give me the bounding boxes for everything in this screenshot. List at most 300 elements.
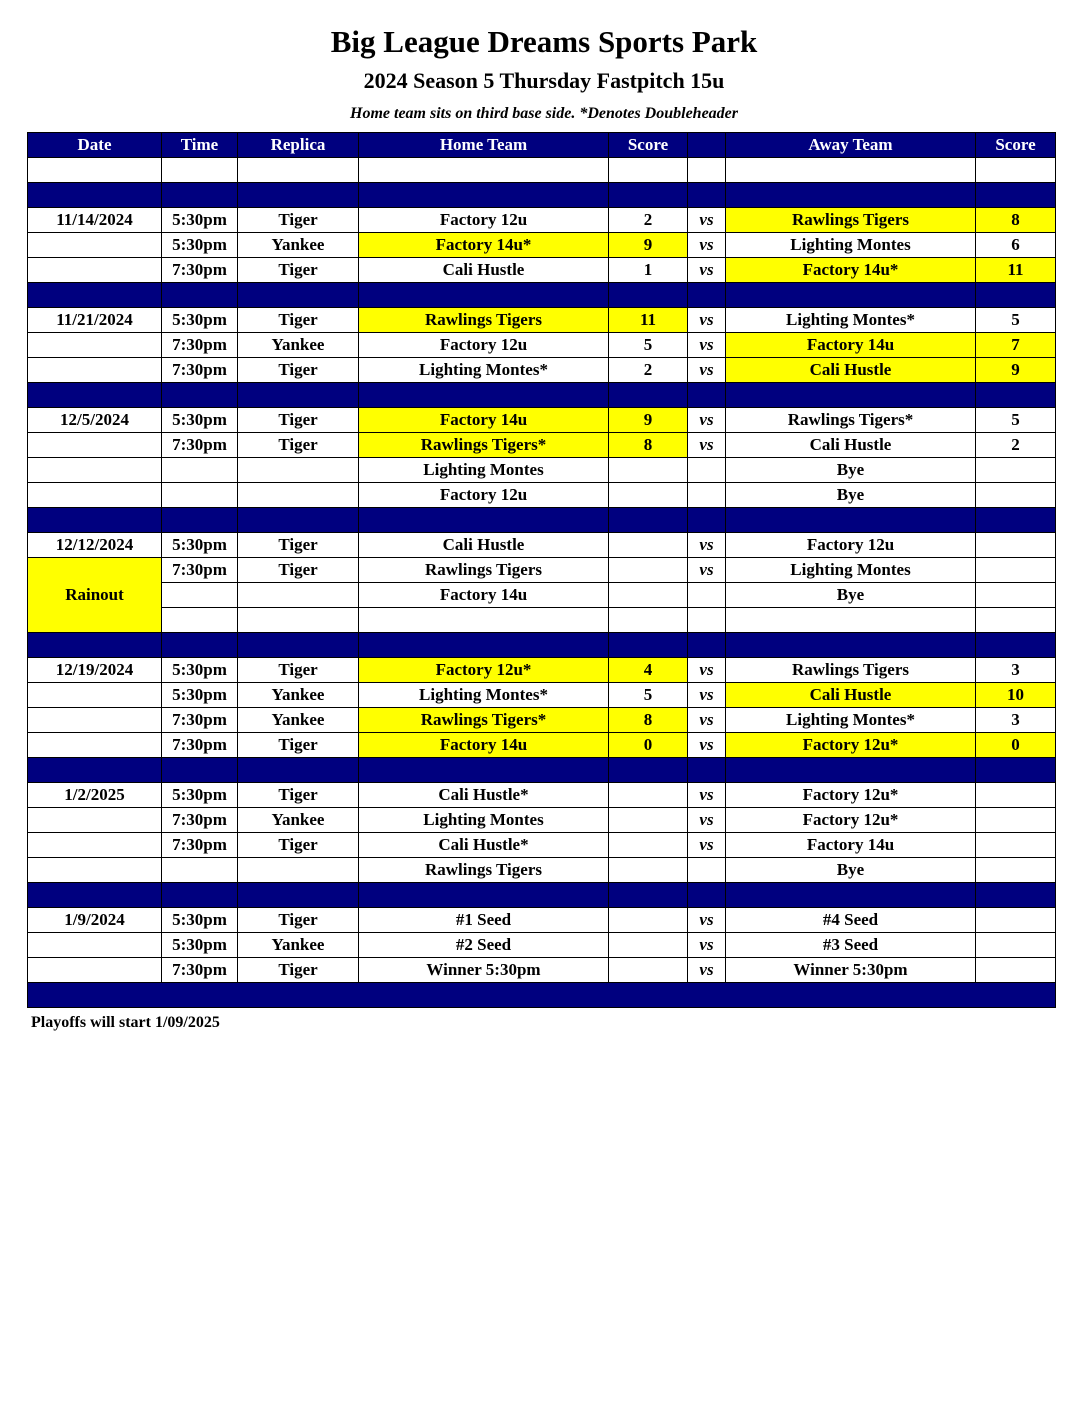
spacer-cell: [162, 633, 238, 658]
table-row: [28, 333, 1056, 358]
col-header-vs: [688, 133, 726, 158]
home-team-cell: Rawlings Tigers: [359, 558, 609, 583]
away-score-cell: 6: [976, 233, 1056, 258]
vs-cell: vs: [688, 808, 726, 833]
spacer-band: [28, 983, 1056, 1008]
away-score-cell: 9: [976, 358, 1056, 383]
home-score-cell: [609, 458, 688, 483]
away-score-cell: [976, 908, 1056, 933]
spacer-cell: [162, 283, 238, 308]
away-score-cell: 3: [976, 658, 1056, 683]
table-row: [28, 658, 1056, 683]
time-cell: 5:30pm: [162, 233, 238, 258]
away-team-cell: Bye: [726, 483, 976, 508]
spacer-cell: [726, 758, 976, 783]
blank-row: [28, 158, 1056, 183]
spacer-cell: [238, 758, 359, 783]
home-score-cell: 2: [609, 208, 688, 233]
vs-cell: vs: [688, 733, 726, 758]
time-cell: 5:30pm: [162, 683, 238, 708]
date-cell: [28, 458, 162, 483]
home-team-cell: Winner 5:30pm: [359, 958, 609, 983]
time-cell: 7:30pm: [162, 833, 238, 858]
home-score-cell: [609, 808, 688, 833]
away-team-cell: Lighting Montes*: [726, 708, 976, 733]
home-team-cell: Lighting Montes*: [359, 358, 609, 383]
vs-cell: vs: [688, 683, 726, 708]
time-cell: 5:30pm: [162, 908, 238, 933]
spacer-cell: [609, 758, 688, 783]
away-score-cell: [976, 558, 1056, 583]
away-score-cell: [976, 933, 1056, 958]
vs-cell: vs: [688, 558, 726, 583]
date-cell: [28, 933, 162, 958]
home-team-cell: Rawlings Tigers*: [359, 433, 609, 458]
table-row: [28, 233, 1056, 258]
time-cell: 7:30pm: [162, 558, 238, 583]
replica-cell: Tiger: [238, 658, 359, 683]
away-team-cell: Cali Hustle: [726, 358, 976, 383]
replica-cell: Yankee: [238, 233, 359, 258]
date-cell: [28, 708, 162, 733]
table-row: [28, 458, 1056, 483]
replica-cell: Yankee: [238, 683, 359, 708]
away-score-cell: 0: [976, 733, 1056, 758]
home-score-cell: 5: [609, 683, 688, 708]
home-team-cell: Factory 14u*: [359, 233, 609, 258]
date-cell: [28, 333, 162, 358]
away-team-cell: Factory 12u*: [726, 808, 976, 833]
replica-cell: Tiger: [238, 733, 359, 758]
replica-cell: Yankee: [238, 808, 359, 833]
spacer-row: [28, 283, 1056, 308]
spacer-row: [28, 983, 1056, 1008]
home-team-cell: Factory 12u: [359, 208, 609, 233]
away-team-cell: Lighting Montes: [726, 233, 976, 258]
spacer-cell: [359, 758, 609, 783]
home-score-cell: [609, 833, 688, 858]
time-cell: [162, 483, 238, 508]
table-header-row: [28, 133, 1056, 158]
away-score-cell: [976, 608, 1056, 633]
time-cell: 7:30pm: [162, 358, 238, 383]
spacer-cell: [238, 633, 359, 658]
home-team-cell: Cali Hustle: [359, 533, 609, 558]
col-header-date: Date: [28, 133, 162, 158]
spacer-cell: [688, 283, 726, 308]
page-title: Big League Dreams Sports Park: [330, 24, 758, 59]
table-row: [28, 708, 1056, 733]
away-team-cell: Factory 12u: [726, 533, 976, 558]
spacer-cell: [162, 883, 238, 908]
spacer-row: [28, 508, 1056, 533]
home-team-cell: Rawlings Tigers: [359, 308, 609, 333]
time-cell: [162, 583, 238, 608]
spacer-cell: [688, 508, 726, 533]
home-score-cell: 9: [609, 233, 688, 258]
schedule-body: [28, 158, 1056, 1008]
spacer-cell: [976, 883, 1056, 908]
home-team-cell: Lighting Montes: [359, 808, 609, 833]
home-team-cell: Rawlings Tigers*: [359, 708, 609, 733]
spacer-cell: [359, 633, 609, 658]
blank-cell: [28, 158, 162, 183]
vs-cell: [688, 858, 726, 883]
replica-cell: Tiger: [238, 408, 359, 433]
vs-cell: vs: [688, 933, 726, 958]
away-score-cell: [976, 858, 1056, 883]
table-row: [28, 783, 1056, 808]
time-cell: [162, 608, 238, 633]
away-team-cell: Winner 5:30pm: [726, 958, 976, 983]
spacer-cell: [238, 283, 359, 308]
replica-cell: Tiger: [238, 833, 359, 858]
table-row: [28, 808, 1056, 833]
home-team-cell: Factory 12u*: [359, 658, 609, 683]
spacer-cell: [359, 183, 609, 208]
home-score-cell: [609, 483, 688, 508]
replica-cell: Tiger: [238, 208, 359, 233]
col-header-replica: Replica: [238, 133, 359, 158]
date-cell: 1/9/2024: [28, 908, 162, 933]
replica-cell: [238, 858, 359, 883]
table-row: [28, 308, 1056, 333]
time-cell: 5:30pm: [162, 658, 238, 683]
home-team-cell: Factory 14u: [359, 583, 609, 608]
spacer-cell: [609, 508, 688, 533]
time-cell: 7:30pm: [162, 258, 238, 283]
blank-cell: [359, 158, 609, 183]
away-score-cell: 5: [976, 408, 1056, 433]
away-score-cell: 11: [976, 258, 1056, 283]
vs-cell: vs: [688, 958, 726, 983]
spacer-row: [28, 383, 1056, 408]
home-score-cell: 5: [609, 333, 688, 358]
blank-cell: [688, 158, 726, 183]
home-score-cell: [609, 533, 688, 558]
away-score-cell: [976, 583, 1056, 608]
spacer-cell: [976, 758, 1056, 783]
away-team-cell: #4 Seed: [726, 908, 976, 933]
date-cell: [28, 358, 162, 383]
away-team-cell: Bye: [726, 583, 976, 608]
away-team-cell: Lighting Montes*: [726, 308, 976, 333]
schedule-note: Home team sits on third base side. *Denotes Doubleheader: [350, 105, 738, 122]
table-row: [28, 733, 1056, 758]
table-row: [28, 958, 1056, 983]
time-cell: 5:30pm: [162, 933, 238, 958]
home-team-cell: Factory 14u: [359, 733, 609, 758]
spacer-cell: [609, 633, 688, 658]
schedule-table: [27, 132, 1056, 1008]
home-team-cell: Factory 12u: [359, 333, 609, 358]
away-team-cell: Factory 14u*: [726, 258, 976, 283]
spacer-cell: [609, 383, 688, 408]
replica-cell: [238, 608, 359, 633]
vs-cell: vs: [688, 358, 726, 383]
home-team-cell: Rawlings Tigers: [359, 858, 609, 883]
home-score-cell: 1: [609, 258, 688, 283]
time-cell: 7:30pm: [162, 708, 238, 733]
away-team-cell: Rawlings Tigers: [726, 208, 976, 233]
home-score-cell: [609, 608, 688, 633]
away-score-cell: [976, 958, 1056, 983]
away-team-cell: Bye: [726, 458, 976, 483]
spacer-row: [28, 758, 1056, 783]
away-team-cell: Factory 14u: [726, 333, 976, 358]
date-cell: [28, 483, 162, 508]
date-cell: 12/19/2024: [28, 658, 162, 683]
time-cell: 7:30pm: [162, 808, 238, 833]
replica-cell: Tiger: [238, 783, 359, 808]
away-score-cell: 8: [976, 208, 1056, 233]
table-row: [28, 683, 1056, 708]
home-team-cell: Lighting Montes*: [359, 683, 609, 708]
home-score-cell: [609, 908, 688, 933]
spacer-cell: [609, 183, 688, 208]
spacer-cell: [726, 508, 976, 533]
replica-cell: Tiger: [238, 908, 359, 933]
blank-cell: [726, 158, 976, 183]
away-team-cell: Rawlings Tigers*: [726, 408, 976, 433]
away-score-cell: 10: [976, 683, 1056, 708]
date-cell: 11/21/2024: [28, 308, 162, 333]
spacer-cell: [28, 883, 162, 908]
spacer-cell: [359, 883, 609, 908]
away-score-cell: 5: [976, 308, 1056, 333]
vs-cell: vs: [688, 408, 726, 433]
spacer-cell: [162, 183, 238, 208]
replica-cell: [238, 458, 359, 483]
time-cell: 5:30pm: [162, 783, 238, 808]
spacer-cell: [726, 633, 976, 658]
vs-cell: vs: [688, 708, 726, 733]
blank-cell: [609, 158, 688, 183]
away-score-cell: [976, 833, 1056, 858]
home-score-cell: 0: [609, 733, 688, 758]
vs-cell: vs: [688, 433, 726, 458]
spacer-cell: [28, 383, 162, 408]
away-score-cell: [976, 458, 1056, 483]
spacer-row: [28, 883, 1056, 908]
time-cell: [162, 458, 238, 483]
spacer-cell: [688, 383, 726, 408]
spacer-cell: [609, 883, 688, 908]
vs-cell: vs: [688, 908, 726, 933]
table-row: [28, 833, 1056, 858]
time-cell: 5:30pm: [162, 208, 238, 233]
home-team-cell: Factory 12u: [359, 483, 609, 508]
spacer-cell: [726, 383, 976, 408]
home-score-cell: [609, 783, 688, 808]
time-cell: 7:30pm: [162, 733, 238, 758]
date-cell: [28, 958, 162, 983]
blank-cell: [238, 158, 359, 183]
vs-cell: vs: [688, 333, 726, 358]
time-cell: 5:30pm: [162, 408, 238, 433]
replica-cell: Yankee: [238, 708, 359, 733]
spacer-cell: [238, 383, 359, 408]
home-team-cell: Cali Hustle: [359, 258, 609, 283]
home-score-cell: 2: [609, 358, 688, 383]
spacer-cell: [359, 383, 609, 408]
spacer-row: [28, 633, 1056, 658]
spacer-cell: [238, 883, 359, 908]
replica-cell: Tiger: [238, 533, 359, 558]
spacer-cell: [976, 183, 1056, 208]
spacer-row: [28, 183, 1056, 208]
home-score-cell: [609, 958, 688, 983]
col-header-time: Time: [162, 133, 238, 158]
home-team-cell: #1 Seed: [359, 908, 609, 933]
table-row: [28, 558, 1056, 583]
replica-cell: Tiger: [238, 358, 359, 383]
time-cell: [162, 858, 238, 883]
table-row: [28, 583, 1056, 608]
spacer-cell: [162, 508, 238, 533]
spacer-cell: [976, 508, 1056, 533]
date-cell: [28, 683, 162, 708]
col-header-home-team: Home Team: [359, 133, 609, 158]
home-score-cell: 8: [609, 708, 688, 733]
away-team-cell: Factory 14u: [726, 833, 976, 858]
col-header-away-score: Score: [976, 133, 1056, 158]
vs-cell: vs: [688, 783, 726, 808]
spacer-cell: [359, 283, 609, 308]
away-team-cell: Cali Hustle: [726, 433, 976, 458]
away-score-cell: 7: [976, 333, 1056, 358]
vs-cell: vs: [688, 208, 726, 233]
home-score-cell: 9: [609, 408, 688, 433]
date-cell: [28, 258, 162, 283]
away-team-cell: Bye: [726, 858, 976, 883]
away-score-cell: [976, 533, 1056, 558]
away-team-cell: Lighting Montes: [726, 558, 976, 583]
away-team-cell: Factory 12u*: [726, 783, 976, 808]
spacer-cell: [726, 883, 976, 908]
rainout-cell: Rainout: [28, 558, 162, 633]
home-team-cell: [359, 608, 609, 633]
table-row: [28, 358, 1056, 383]
home-team-cell: Cali Hustle*: [359, 833, 609, 858]
blank-cell: [976, 158, 1056, 183]
page-subtitle: 2024 Season 5 Thursday Fastpitch 15u: [363, 68, 725, 93]
vs-cell: vs: [688, 308, 726, 333]
away-team-cell: #3 Seed: [726, 933, 976, 958]
spacer-cell: [688, 758, 726, 783]
away-team-cell: Factory 12u*: [726, 733, 976, 758]
vs-cell: vs: [688, 233, 726, 258]
away-score-cell: [976, 808, 1056, 833]
vs-cell: [688, 583, 726, 608]
spacer-cell: [162, 383, 238, 408]
vs-cell: vs: [688, 258, 726, 283]
vs-cell: vs: [688, 533, 726, 558]
vs-cell: vs: [688, 833, 726, 858]
date-cell: [28, 858, 162, 883]
spacer-cell: [238, 183, 359, 208]
spacer-cell: [976, 283, 1056, 308]
col-header-home-score: Score: [609, 133, 688, 158]
date-cell: 1/2/2025: [28, 783, 162, 808]
away-team-cell: Rawlings Tigers: [726, 658, 976, 683]
away-team-cell: Cali Hustle: [726, 683, 976, 708]
col-header-away-team: Away Team: [726, 133, 976, 158]
spacer-cell: [28, 633, 162, 658]
time-cell: 7:30pm: [162, 433, 238, 458]
home-team-cell: #2 Seed: [359, 933, 609, 958]
date-cell: 12/5/2024: [28, 408, 162, 433]
spacer-cell: [976, 383, 1056, 408]
home-score-cell: [609, 558, 688, 583]
table-row: [28, 858, 1056, 883]
vs-cell: [688, 608, 726, 633]
vs-cell: [688, 483, 726, 508]
time-cell: 5:30pm: [162, 533, 238, 558]
table-row: [28, 608, 1056, 633]
replica-cell: [238, 483, 359, 508]
table-row: [28, 208, 1056, 233]
spacer-cell: [726, 283, 976, 308]
replica-cell: Tiger: [238, 258, 359, 283]
time-cell: 7:30pm: [162, 333, 238, 358]
spacer-cell: [976, 633, 1056, 658]
spacer-cell: [688, 633, 726, 658]
table-row: [28, 483, 1056, 508]
time-cell: 7:30pm: [162, 958, 238, 983]
spacer-cell: [28, 508, 162, 533]
table-row: [28, 533, 1056, 558]
away-score-cell: 2: [976, 433, 1056, 458]
spacer-cell: [28, 283, 162, 308]
vs-cell: vs: [688, 658, 726, 683]
spacer-cell: [28, 183, 162, 208]
away-score-cell: 3: [976, 708, 1056, 733]
spacer-cell: [688, 183, 726, 208]
spacer-cell: [28, 758, 162, 783]
home-team-cell: Cali Hustle*: [359, 783, 609, 808]
home-team-cell: Lighting Montes: [359, 458, 609, 483]
date-cell: [28, 833, 162, 858]
blank-cell: [162, 158, 238, 183]
home-team-cell: Factory 14u: [359, 408, 609, 433]
time-cell: 5:30pm: [162, 308, 238, 333]
replica-cell: Yankee: [238, 333, 359, 358]
home-score-cell: [609, 583, 688, 608]
spacer-cell: [359, 508, 609, 533]
vs-cell: [688, 458, 726, 483]
home-score-cell: 8: [609, 433, 688, 458]
spacer-cell: [726, 183, 976, 208]
away-score-cell: [976, 783, 1056, 808]
spacer-cell: [609, 283, 688, 308]
date-cell: [28, 733, 162, 758]
replica-cell: Tiger: [238, 308, 359, 333]
table-row: [28, 933, 1056, 958]
spacer-cell: [688, 883, 726, 908]
away-team-cell: [726, 608, 976, 633]
spacer-cell: [162, 758, 238, 783]
table-row: [28, 408, 1056, 433]
replica-cell: Tiger: [238, 558, 359, 583]
date-cell: [28, 433, 162, 458]
home-score-cell: 4: [609, 658, 688, 683]
table-row: [28, 433, 1056, 458]
date-cell: [28, 808, 162, 833]
replica-cell: Yankee: [238, 933, 359, 958]
playoffs-note: Playoffs will start 1/09/2025: [31, 1014, 220, 1031]
home-score-cell: [609, 858, 688, 883]
